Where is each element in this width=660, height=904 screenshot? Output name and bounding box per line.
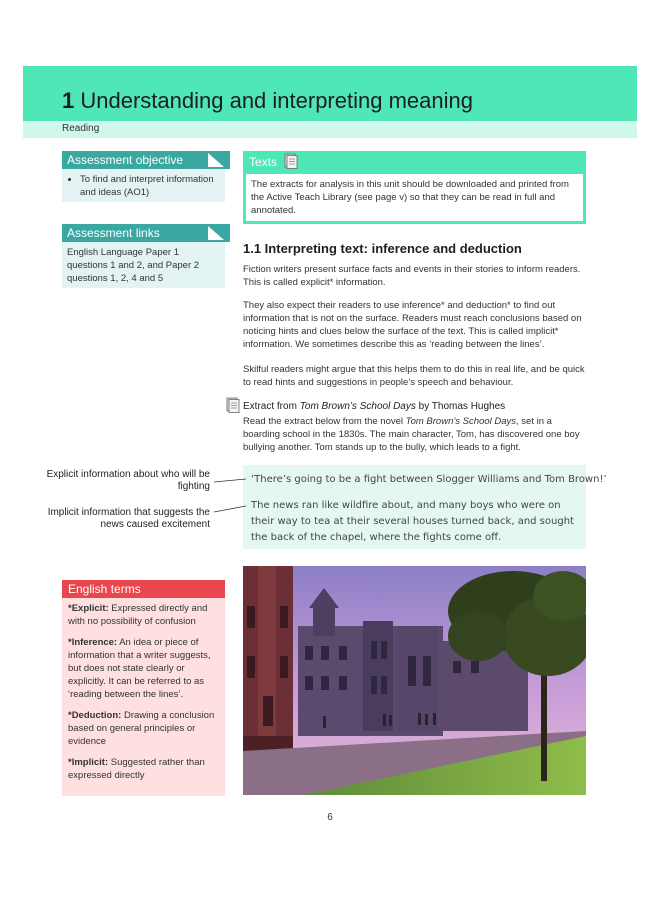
term-definition: An idea or piece of information that a writer suggests, but does not state clearly or explicitly. It can be referred to as ‘reading between the lines’. [68, 637, 211, 700]
chapter-number: 1 [62, 88, 75, 113]
assessment-links-heading [62, 224, 230, 242]
extract-intro-title: Tom Brown’s School Days [405, 416, 517, 427]
texts-heading [243, 151, 586, 174]
assessment-objective-body [62, 169, 225, 202]
assessment-links-body: English Language Paper 1 questions 1 and 2, and Paper 2 questions 1, 2, 4 and 5 [62, 242, 225, 288]
extract-intro-after: , set in a boarding school in the 1830s. The main character, Tom, has discovered one boy bullying another. Tom stands up to the bully, which leads to a fight. [243, 416, 580, 453]
corner-triangle-icon [208, 153, 224, 167]
term-definition: Suggested rather than expressed directly [68, 757, 205, 781]
english-terms-body [62, 598, 225, 796]
texts-body: The extracts for analysis in this unit should be downloaded and printed from the Active Teach Library (see page v) so that they can be read in full and annotated. [243, 174, 586, 224]
section-heading: 1.1 Interpreting text: inference and deduction [243, 241, 522, 256]
chapter-title [62, 88, 473, 114]
term-label: *Implicit: [68, 757, 109, 768]
term-definition: Expressed directly and with no possibility of confusion [68, 603, 208, 627]
extract-heading-suffix: by Thomas Hughes [415, 401, 506, 412]
term-label: *Inference: [68, 637, 118, 648]
term-definition: Drawing a conclusion based on general principles or evidence [68, 710, 215, 747]
annotation-implicit: Implicit information that suggests the news caused excitement [47, 507, 210, 530]
assessment-links-title: Assessment links [67, 226, 160, 240]
section-label: Reading [62, 123, 100, 134]
term-implicit [68, 756, 219, 782]
school-courtyard-photo [243, 566, 586, 795]
assessment-objective-title: Assessment objective [67, 153, 184, 167]
page-number: 6 [327, 812, 333, 823]
term-inference [68, 636, 219, 701]
extract-intro [243, 415, 588, 454]
term-label: *Deduction: [68, 710, 122, 721]
annotation-leader-lines [210, 470, 250, 530]
english-terms-heading: English terms [62, 580, 225, 598]
extract-quote-line-2: The news ran like wildfire about, and many boys who were on their way to tea at their several houses turned back, and sought the back of the chapel, where the fights come off. [251, 500, 574, 543]
assessment-objective-heading [62, 151, 230, 169]
assessment-objective-item: • To find and interpret information and ideas (AO1) [80, 173, 219, 199]
chapter-title-text: Understanding and interpreting meaning [80, 88, 473, 113]
extract-quote-line-1: ‘There’s going to be a fight between Slogger Williams and Tom Brown!’ [251, 474, 607, 485]
extract-intro-before: Read the extract below from the novel [243, 416, 406, 427]
term-label: *Explicit: [68, 603, 109, 614]
texts-title: Texts [249, 155, 278, 169]
section-bar [23, 121, 637, 138]
extract-heading-title: Tom Brown’s School Days [299, 401, 416, 412]
term-explicit [68, 602, 219, 628]
paragraph-3: Skilful readers might argue that this helps them to do this in real life, and be quick to read hints and suggestions in people’s speech and behaviour. [243, 364, 585, 388]
document-icon [284, 153, 298, 169]
annotation-explicit: Explicit information about who will be fighting [46, 469, 210, 492]
paragraph-2: They also expect their readers to use inference* and deduction* to find out information that is not on the surface. Readers must reach conclusions based on noticing hints and clues below the surface of the text. This is called implicit* information. We sometimes describe this as ‘reading between the lines’. [243, 300, 582, 350]
corner-triangle-icon [208, 226, 224, 240]
term-deduction [68, 709, 219, 748]
document-icon [226, 397, 240, 413]
extract-heading-prefix: Extract from [243, 401, 300, 412]
extract-heading [243, 401, 505, 412]
paragraph-1: Fiction writers present surface facts and events in their stories to inform readers. This is called explicit* information. [243, 264, 581, 288]
